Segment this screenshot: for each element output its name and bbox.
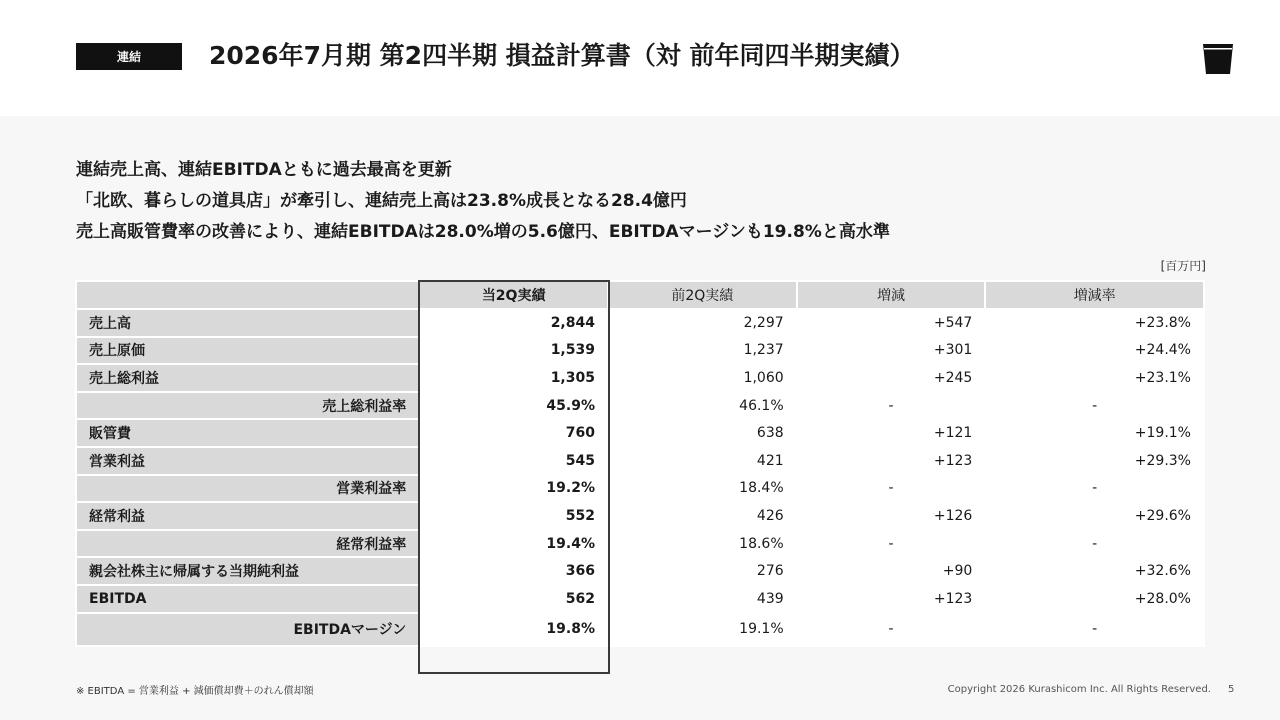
table-row (76, 364, 1204, 392)
change-value: +121 (797, 419, 986, 447)
prior-value: 421 (608, 447, 797, 475)
current-value: 1,539 (419, 337, 608, 365)
cup-logo-icon (1201, 42, 1235, 76)
change-rate-value: +29.6% (985, 502, 1204, 530)
table-row (76, 557, 1204, 585)
prior-value: 2,297 (608, 309, 797, 337)
table-row (76, 502, 1204, 530)
copyright: Copyright 2026 Kurashicom Inc. All Rights Reserved. (947, 684, 1211, 695)
prior-value: 638 (608, 419, 797, 447)
prior-value: 18.4% (608, 475, 797, 503)
table-row (76, 585, 1204, 613)
income-statement-table (75, 280, 1205, 647)
change-rate-value: +23.8% (985, 309, 1204, 337)
table-row (76, 475, 1204, 503)
row-label: 親会社株主に帰属する当期純利益 (76, 557, 419, 585)
current-value: 1,305 (419, 364, 608, 392)
prior-value: 426 (608, 502, 797, 530)
prior-value: 1,060 (608, 364, 797, 392)
change-rate-value: +23.1% (985, 364, 1204, 392)
change-value: +123 (797, 447, 986, 475)
prior-value: 1,237 (608, 337, 797, 365)
page-number: 5 (1228, 684, 1235, 695)
current-value: 45.9% (419, 392, 608, 420)
row-label: 売上原価 (76, 337, 419, 365)
table-row (76, 337, 1204, 365)
table-row (76, 392, 1204, 420)
unit-label: [百万円] (1160, 259, 1206, 273)
row-label: 経常利益 (76, 502, 419, 530)
row-label: 営業利益率 (76, 475, 419, 503)
table-row (76, 447, 1204, 475)
row-label: EBITDA (76, 585, 419, 613)
page-title: 2026年7月期 第2四半期 損益計算書（対 前年同四半期実績） (209, 41, 915, 70)
change-value: - (797, 530, 986, 558)
row-label: 営業利益 (76, 447, 419, 475)
row-label: 売上総利益率 (76, 392, 419, 420)
current-value: 552 (419, 502, 608, 530)
prior-value: 18.6% (608, 530, 797, 558)
header-corner (76, 281, 419, 309)
current-value: 19.2% (419, 475, 608, 503)
change-rate-value: +19.1% (985, 419, 1204, 447)
change-value: +90 (797, 557, 986, 585)
footnote: ※ EBITDA = 営業利益 + 減価償却費＋のれん償却額 (76, 686, 314, 697)
summary-bullets (76, 155, 890, 248)
change-value: +245 (797, 364, 986, 392)
change-rate-value: +32.6% (985, 557, 1204, 585)
table-row (76, 419, 1204, 447)
header-change: 増減 (797, 281, 986, 309)
change-value: - (797, 392, 986, 420)
current-value: 19.4% (419, 530, 608, 558)
summary-line: 連結売上高、連結EBITDAともに過去最高を更新 (76, 160, 452, 180)
prior-value: 276 (608, 557, 797, 585)
header-change-rate: 増減率 (985, 281, 1204, 309)
current-value: 562 (419, 585, 608, 613)
change-rate-value: +29.3% (985, 447, 1204, 475)
table-row (76, 309, 1204, 337)
row-label: 販管費 (76, 419, 419, 447)
change-rate-value: +24.4% (985, 337, 1204, 365)
change-value: +301 (797, 337, 986, 365)
change-rate-value: - (985, 392, 1204, 420)
summary-line: 「北欧、暮らしの道具店」が牽引し、連結売上高は23.8%成長となる28.4億円 (76, 191, 687, 211)
change-value: +123 (797, 585, 986, 613)
current-value: 545 (419, 447, 608, 475)
consolidated-badge: 連結 (76, 43, 182, 70)
current-value: 366 (419, 557, 608, 585)
prior-value: 439 (608, 585, 797, 613)
prior-value: 46.1% (608, 392, 797, 420)
change-rate-value: - (985, 475, 1204, 503)
row-label: 売上高 (76, 309, 419, 337)
change-value: +547 (797, 309, 986, 337)
header-prior-2q: 前2Q実績 (608, 281, 797, 309)
row-label: 売上総利益 (76, 364, 419, 392)
row-label: 経常利益率 (76, 530, 419, 558)
change-value: +126 (797, 502, 986, 530)
header-current-2q: 当2Q実績 (419, 281, 608, 309)
summary-line: 売上高販管費率の改善により、連結EBITDAは28.0%増の5.6億円、EBITDAマージンも19.8%と高水準 (76, 222, 890, 242)
current-value: 760 (419, 419, 608, 447)
change-value: - (797, 613, 986, 646)
table-header-row (76, 281, 1204, 309)
change-value: - (797, 475, 986, 503)
current-value: 2,844 (419, 309, 608, 337)
table-row (76, 530, 1204, 558)
change-rate-value: - (985, 613, 1204, 646)
table-row (76, 613, 1204, 646)
current-value: 19.8% (419, 613, 608, 646)
prior-value: 19.1% (608, 613, 797, 646)
slide-header (0, 0, 1280, 116)
row-label: EBITDAマージン (76, 613, 419, 646)
change-rate-value: +28.0% (985, 585, 1204, 613)
change-rate-value: - (985, 530, 1204, 558)
